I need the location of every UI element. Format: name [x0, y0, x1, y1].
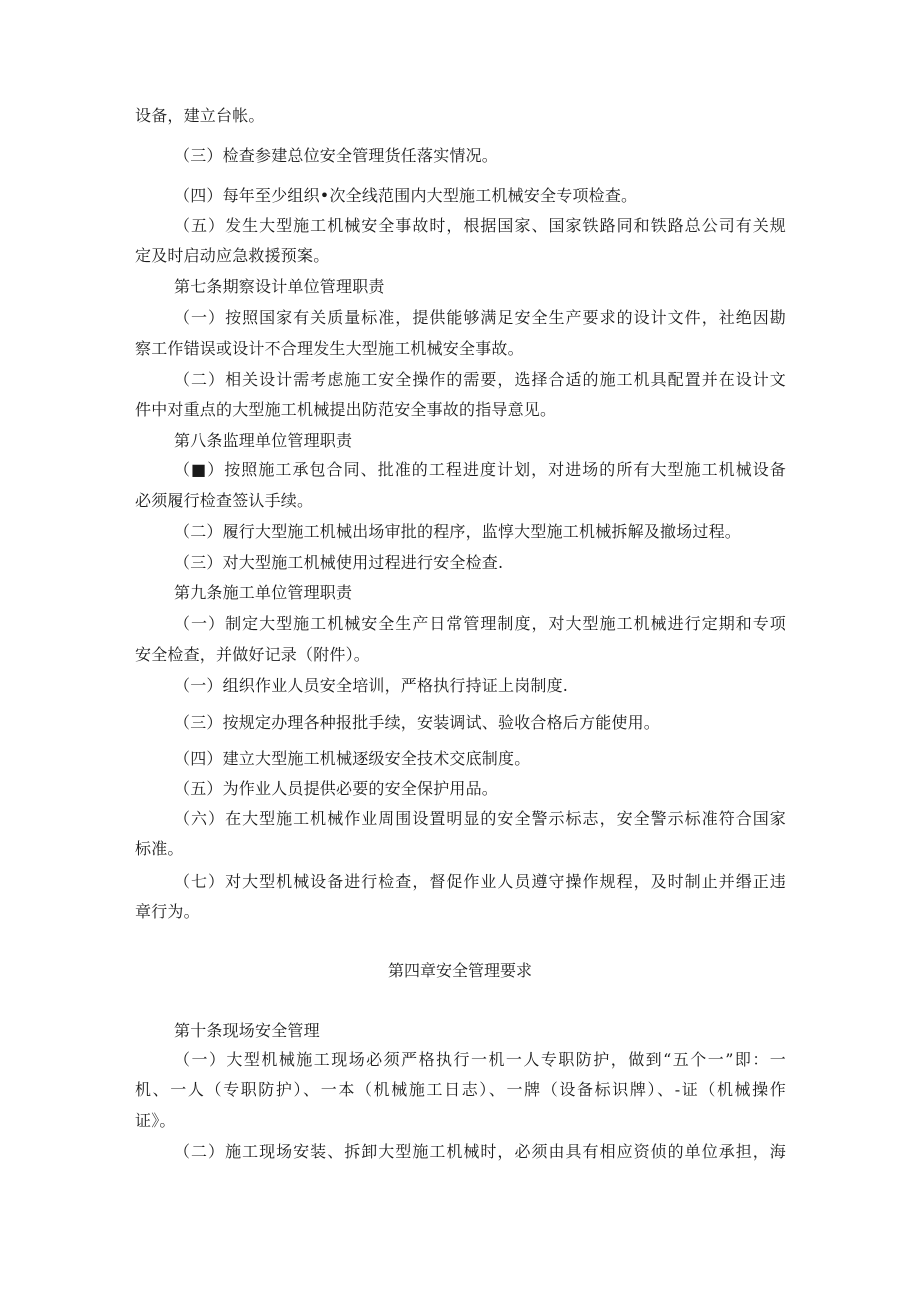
text-line: （五）发生大型施工机械安全事故时，根据国家、国家铁路同和铁路总公司有关规 [174, 216, 786, 235]
text-line: 件中对重点的大型施工机械提出防范安全事故的指导意见。 [135, 400, 557, 419]
section-heading: 第八条监理单位管理职责 [174, 431, 353, 450]
section-heading: 第十条现场安全管理 [174, 1021, 320, 1040]
text-line: 必须履行检查签认手续。 [135, 491, 314, 510]
section-heading: 第七条期察设计单位管理职责 [174, 277, 385, 296]
text-line: （一）大型机械施工现场必须严格执行一机一人专职防护，做到“五个一”即：一 [174, 1050, 786, 1069]
text-line: （三）对大型施工机械使用过程进行安全检查. [174, 553, 504, 572]
text-line: （四）建立大型施工机械逐级安全技术交底制度。 [174, 749, 531, 768]
text-line: （三）检查参建总位安全管理货任落实情况。 [174, 146, 499, 165]
text-line: （七）对大型机械设备进行检查，督促作业人员遵守操作规程，及时制止并缗正违 [174, 872, 786, 891]
text-line: 标准。 [135, 839, 184, 858]
text-line: （一）按照国家有关质量标准，提供能够满足安全生产要求的设计文件，社绝因勘 [174, 308, 786, 327]
text-line: 章行为。 [135, 902, 200, 921]
text-line: 证》。 [135, 1111, 176, 1130]
text-line: （四）每年至少组织•次全线范围内大型施工机械安全专项检查。 [174, 186, 638, 205]
text-line: （一）组织作业人员安全培训，严格执行持证上岗制度. [174, 676, 569, 695]
section-heading: 第九条施工单位管理职责 [174, 583, 353, 602]
text-line: 察工作错误或设计不合理发生大型施工机械安全事故。 [135, 339, 524, 358]
text-line: 设备，建立台帐。 [135, 106, 265, 125]
text-line: （二）相关设计需考虑施工安全操作的需要，选择合适的施工机具配置并在设计文 [174, 370, 786, 389]
text-line: 机、一人（专职防护）、一本（机械施工日志）、一牌（设备标识牌）、-证（机械操作 [135, 1080, 786, 1099]
text-line: （六）在大型施工机械作业周围设置明显的安全警示标志，安全警示标准符合国家 [174, 809, 786, 828]
chapter-title: 第四章安全管理要求 [387, 961, 532, 980]
text-line: （二）施工现场安装、拆卸大型施工机械时，必须由具有相应资侦的单位承担，海 [174, 1142, 786, 1161]
text-line: 定及时启动应急救援预案。 [135, 246, 330, 265]
text-line: 安全检查，并做好记录（附件）。 [135, 645, 371, 664]
text-line: （二）履行大型施工机械出场审批的程序，监惇大型施工机械拆解及撤场过程。 [174, 522, 742, 541]
text-line: （一）制定大型施工机械安全生产日常管理制度，对大型施工机械进行定期和专项 [174, 614, 786, 633]
text-line: （三）按规定办理各种报批手续，安装调试、验收合格后方能使用。 [174, 713, 661, 732]
text-line: （五）为作业人员提供必要的安全保护用品。 [174, 779, 499, 798]
text-line: （■）按照施工承包合同、批准的工程进度计划，对进场的所有大型施工机械设备 [174, 460, 786, 479]
